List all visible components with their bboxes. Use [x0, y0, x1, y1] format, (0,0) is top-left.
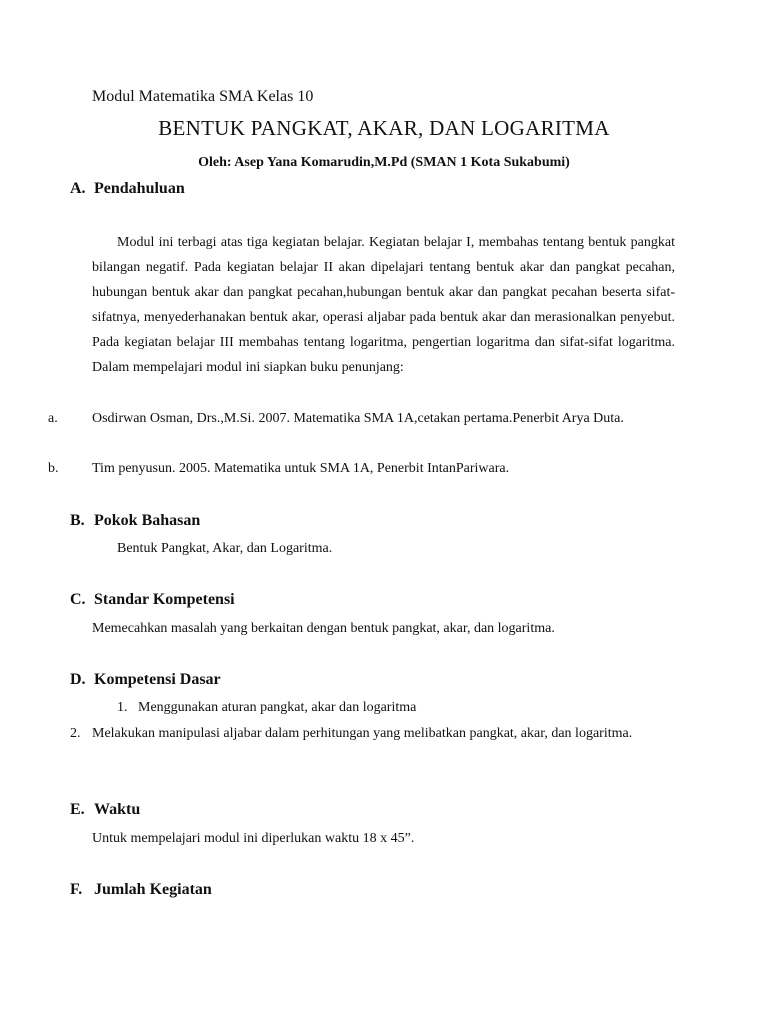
section-c-letter: C.	[70, 591, 86, 608]
reference-text: Osdirwan Osman, Drs.,M.Si. 2007. Matematika SMA 1A,cetakan pertama.Penerbit Arya Duta.	[92, 411, 624, 426]
competency-item	[117, 695, 416, 720]
module-line: Modul Matematika SMA Kelas 10	[92, 88, 314, 105]
section-d-letter: D.	[70, 671, 86, 688]
introduction-paragraph: Modul ini terbagi atas tiga kegiatan belajar. Kegiatan belajar I, membahas tentang bentuk pangkat bilangan negatif. Pada kegiatan belajar II akan dipelajari tentang bentuk akar dan pangkat pecahan, hubungan bentuk akar dan pangkat pecahan,hubungan bentuk akar dan pangkat pecahan beserta sifat-sifatnya, menyederhanakan bentuk akar, operasi aljabar pada bentuk akar dan merasionalkan penyebut. Pada kegiatan belajar III membahas tentang logaritma, pengertian logaritma dan sifat-sifat logaritma. Dalam mempelajari modul ini siapkan buku penunjang:	[92, 235, 675, 375]
section-c-title: Standar Kompetensi	[94, 591, 235, 608]
reference-text: Tim penyusun. 2005. Matematika untuk SMA 1A, Penerbit IntanPariwara.	[92, 461, 510, 476]
section-f-heading	[70, 881, 212, 899]
section-f-title: Jumlah Kegiatan	[94, 881, 212, 898]
section-e-title: Waktu	[94, 801, 141, 818]
section-b-heading	[70, 512, 200, 530]
competency-text: Menggunakan aturan pangkat, akar dan logaritma	[138, 700, 417, 715]
section-a-title: Pendahuluan	[94, 180, 185, 197]
author-line: Oleh: Asep Yana Komarudin,M.Pd (SMAN 1 Kota Sukabumi)	[198, 155, 570, 170]
section-e-heading	[70, 801, 140, 819]
section-b-text: Bentuk Pangkat, Akar, dan Logaritma.	[117, 541, 333, 556]
section-f-letter: F.	[70, 881, 83, 898]
competency-item	[70, 721, 675, 746]
section-a-heading	[70, 180, 185, 198]
page-title: BENTUK PANGKAT, AKAR, DAN LOGARITMA	[158, 116, 610, 140]
section-c-heading	[70, 591, 235, 609]
section-e-text: Untuk mempelajari modul ini diperlukan waktu 18 x 45”.	[92, 831, 415, 846]
section-d-heading	[70, 671, 221, 689]
reference-item	[48, 406, 675, 431]
competency-marker: 2.	[70, 726, 81, 741]
reference-marker: b.	[48, 461, 59, 476]
section-b-title: Pokok Bahasan	[94, 512, 201, 529]
section-d-title: Kompetensi Dasar	[94, 671, 221, 688]
reference-item	[48, 456, 675, 481]
section-c-text: Memecahkan masalah yang berkaitan dengan bentuk pangkat, akar, dan logaritma.	[92, 621, 555, 636]
section-b-letter: B.	[70, 512, 85, 529]
competency-text: Melakukan manipulasi aljabar dalam perhitungan yang melibatkan pangkat, akar, dan logaritma.	[92, 726, 633, 741]
section-e-letter: E.	[70, 801, 85, 818]
competency-marker: 1.	[117, 700, 128, 715]
section-a-letter: A.	[70, 180, 86, 197]
reference-marker: a.	[48, 411, 58, 426]
